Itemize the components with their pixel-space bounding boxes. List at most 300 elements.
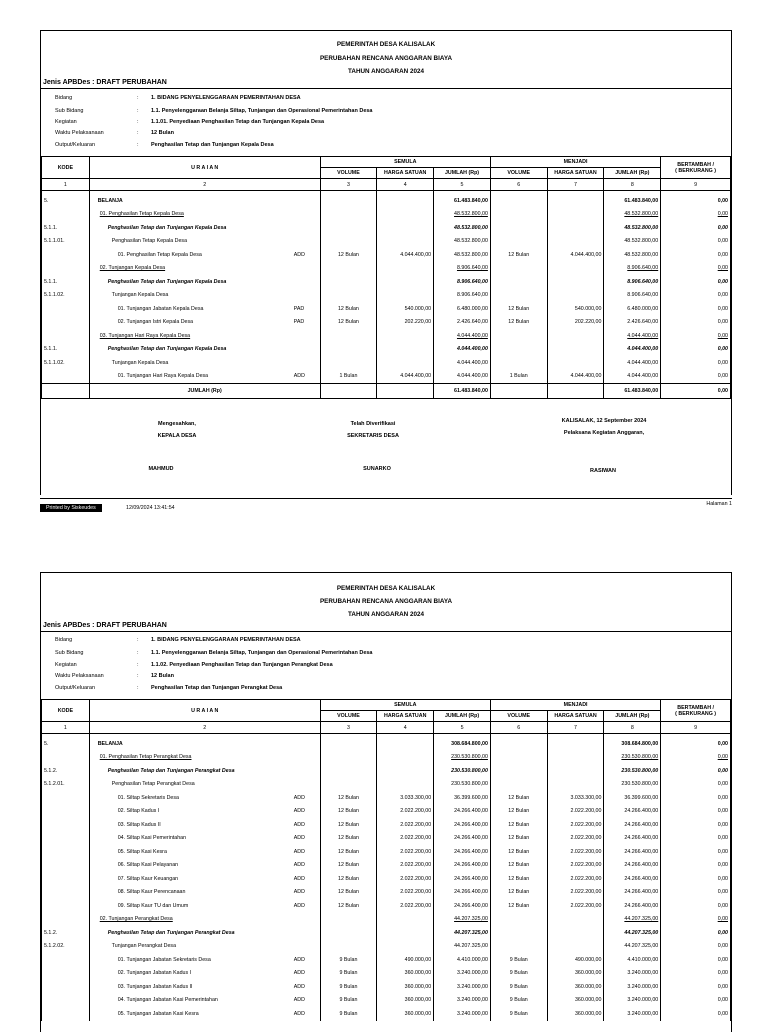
- col-uraian-header: U R A I A N: [89, 157, 320, 179]
- table-row: [42, 221, 731, 235]
- row-volume-menjadi: 12 Bulan: [490, 899, 547, 913]
- table-row: [42, 734, 731, 751]
- row-jumlah-menjadi: 4.044.400,00: [604, 370, 661, 384]
- row-harga-semula: 2.022.200,00: [377, 818, 434, 832]
- table-row: [42, 289, 731, 303]
- row-selisih: 0,00: [661, 356, 731, 370]
- row-uraian-text: 01. Tunjangan Jabatan Sekretaris Desa: [117, 956, 211, 963]
- row-uraian-wrap: [92, 970, 318, 976]
- row-jumlah-semula: 230.530.800,00: [434, 778, 491, 792]
- table-row: [42, 370, 731, 384]
- column-index: 6: [490, 179, 547, 191]
- row-volume-menjadi: 12 Bulan: [490, 872, 547, 886]
- row-harga-menjadi: 202.220,00: [547, 316, 604, 330]
- info-label: Kegiatan: [55, 662, 77, 668]
- col-harga-header: HARGA SATUAN: [547, 168, 604, 179]
- info-colon: :: [137, 662, 139, 668]
- row-jumlah-menjadi: 48.532.800,00: [604, 221, 661, 235]
- row-kode: [42, 913, 90, 927]
- row-jumlah-menjadi: 48.532.800,00: [604, 235, 661, 249]
- row-uraian: [89, 886, 320, 900]
- row-jumlah-semula: 6.480.000,00: [434, 302, 491, 316]
- row-jumlah-semula: 4.044.400,00: [434, 370, 491, 384]
- row-harga-menjadi: 360.000,00: [547, 980, 604, 994]
- row-volume-semula: 12 Bulan: [320, 872, 377, 886]
- row-selisih: 0,00: [661, 953, 731, 967]
- row-volume-menjadi: [490, 734, 547, 751]
- row-selisih: 0,00: [661, 980, 731, 994]
- row-kode: [42, 845, 90, 859]
- row-harga-semula: 2.022.200,00: [377, 899, 434, 913]
- info-label: Sub Bidang: [55, 650, 84, 656]
- row-kode: [42, 302, 90, 316]
- row-uraian-text: Penghasilan Tetap Perangkat Desa: [111, 781, 195, 788]
- row-harga-semula: [377, 913, 434, 927]
- row-volume-menjadi: [490, 940, 547, 954]
- row-harga-menjadi: [547, 734, 604, 751]
- row-jumlah-menjadi: 4.044.400,00: [604, 329, 661, 343]
- row-jumlah-semula: 48.532.800,00: [434, 208, 491, 222]
- info-label: Output/Keluaran: [55, 142, 96, 148]
- report-fiscal-year: TAHUN ANGGARAN 2024: [348, 68, 424, 75]
- row-uraian-text: 08. Siltap Kaur Perencanaan: [117, 889, 186, 896]
- row-jumlah-semula: 4.044.400,00: [434, 329, 491, 343]
- column-index: 3: [320, 179, 377, 191]
- row-uraian: [89, 913, 320, 927]
- total-empty: [377, 384, 434, 399]
- row-kode: 5.1.1.02.: [42, 289, 90, 303]
- row-kode: 5.1.2.02.: [42, 940, 90, 954]
- col-bertambah-label: BERTAMBAH /: [677, 161, 714, 168]
- row-selisih: 0,00: [661, 913, 731, 927]
- report-title: PERUBAHAN RENCANA ANGGARAN BIAYA: [319, 55, 452, 62]
- row-harga-menjadi: [547, 191, 604, 208]
- row-volume-semula: 12 Bulan: [320, 248, 377, 262]
- row-volume-semula: [320, 926, 377, 940]
- row-jumlah-semula: 2.426.640,00: [434, 316, 491, 330]
- row-selisih: 0,00: [661, 764, 731, 778]
- info-colon: :: [137, 130, 139, 136]
- row-uraian: [89, 994, 320, 1008]
- row-uraian-wrap: [92, 957, 318, 963]
- row-uraian: [89, 208, 320, 222]
- row-kode: [42, 329, 90, 343]
- table-row: [42, 275, 731, 289]
- row-uraian-text: 03. Tunjangan Hari Raya Kepala Desa: [99, 332, 191, 339]
- sign-mengesahkan: Mengesahkan,: [158, 421, 196, 427]
- row-volume-semula: [320, 221, 377, 235]
- row-selisih: 0,00: [661, 191, 731, 208]
- col-jumlah-header: JUMLAH (Rp): [604, 168, 661, 179]
- info-colon: :: [137, 108, 139, 114]
- sign-sekretaris: SEKRETARIS DESA: [347, 433, 399, 439]
- row-harga-semula: 360.000,00: [377, 994, 434, 1008]
- row-uraian-wrap: [92, 849, 318, 855]
- report-page-2: [40, 572, 732, 1032]
- column-index: 5: [434, 722, 491, 734]
- row-uraian-text: 01. Penghasilan Tetap Perangkat Desa: [99, 754, 192, 761]
- row-uraian-wrap: [92, 319, 318, 325]
- col-volume-header: VOLUME: [490, 711, 547, 722]
- row-jumlah-menjadi: 230.530.800,00: [604, 778, 661, 792]
- apbdes-type: Jenis APBDes : DRAFT PERUBAHAN: [43, 622, 167, 629]
- row-sumber-dana: ADD: [293, 983, 305, 990]
- row-harga-semula: 4.044.400,00: [377, 370, 434, 384]
- row-volume-menjadi: [490, 289, 547, 303]
- row-volume-menjadi: 12 Bulan: [490, 845, 547, 859]
- col-volume-header: VOLUME: [320, 168, 377, 179]
- row-selisih: 0,00: [661, 316, 731, 330]
- row-jumlah-menjadi: 24.266.400,00: [604, 859, 661, 873]
- row-harga-semula: 360.000,00: [377, 980, 434, 994]
- row-uraian-wrap: [92, 211, 318, 217]
- total-kode-cell: [42, 384, 90, 399]
- row-kode: [42, 980, 90, 994]
- divider: [41, 631, 731, 632]
- sign-place-date: KALISALAK, 12 September 2024: [561, 418, 647, 424]
- row-volume-menjadi: [490, 262, 547, 276]
- row-jumlah-semula: 24.266.400,00: [434, 845, 491, 859]
- row-harga-semula: [377, 343, 434, 357]
- row-uraian-wrap: [92, 862, 318, 868]
- row-sumber-dana: ADD: [293, 835, 305, 842]
- row-kode: [42, 953, 90, 967]
- row-harga-menjadi: 2.022.200,00: [547, 805, 604, 819]
- info-label: Kegiatan: [55, 119, 77, 125]
- row-volume-semula: [320, 343, 377, 357]
- table-row: [42, 859, 731, 873]
- row-uraian-text: 05. Tunjangan Jabatan Kasi Kesra: [117, 1010, 199, 1017]
- row-uraian: [89, 221, 320, 235]
- row-uraian: [89, 262, 320, 276]
- row-volume-semula: 12 Bulan: [320, 818, 377, 832]
- row-jumlah-menjadi: 44.207.325,00: [604, 913, 661, 927]
- report-title-government: PEMERINTAH DESA KALISALAK: [336, 585, 436, 592]
- row-jumlah-menjadi: 230.530.800,00: [604, 764, 661, 778]
- row-harga-semula: 3.033.300,00: [377, 791, 434, 805]
- row-jumlah-menjadi: 3.240.000,00: [604, 994, 661, 1008]
- info-value: 1.1. Penyelenggaraan Belanja Siltap, Tunjangan dan Operasional Pemerintahan Desa: [151, 108, 373, 114]
- row-uraian-text: Penghasilan Tetap dan Tunjangan Kepala Desa: [107, 278, 227, 285]
- info-value: 1.1.01. Penyediaan Penghasilan Tetap dan Tunjangan Kepala Desa: [151, 119, 325, 125]
- row-uraian-wrap: [92, 997, 318, 1003]
- row-uraian: [89, 818, 320, 832]
- row-uraian: [89, 1007, 320, 1021]
- info-value: Penghasilan Tetap dan Tunjangan Perangkat Desa: [151, 685, 283, 691]
- row-volume-semula: 12 Bulan: [320, 791, 377, 805]
- row-volume-menjadi: 1 Bulan: [490, 370, 547, 384]
- row-uraian-wrap: [92, 984, 318, 990]
- row-jumlah-menjadi: 24.266.400,00: [604, 818, 661, 832]
- table-row: [42, 886, 731, 900]
- row-volume-menjadi: 12 Bulan: [490, 791, 547, 805]
- table-row: [42, 764, 731, 778]
- row-jumlah-semula: 24.266.400,00: [434, 872, 491, 886]
- row-harga-semula: [377, 764, 434, 778]
- row-volume-semula: 12 Bulan: [320, 859, 377, 873]
- col-jumlah-header: JUMLAH (Rp): [604, 711, 661, 722]
- row-uraian-text: 07. Siltap Kaur Keuangan: [117, 875, 179, 882]
- print-timestamp: 12/09/2024 13:41:54: [126, 505, 175, 511]
- row-volume-menjadi: 12 Bulan: [490, 818, 547, 832]
- sign-verifikasi: Telah Diverifikasi: [350, 421, 396, 427]
- row-harga-semula: [377, 926, 434, 940]
- row-uraian-wrap: [92, 943, 318, 949]
- signer-kepala-desa: MAHMUD: [148, 466, 174, 472]
- row-jumlah-menjadi: 24.266.400,00: [604, 899, 661, 913]
- table-row: [42, 845, 731, 859]
- row-volume-semula: [320, 734, 377, 751]
- row-kode: [42, 208, 90, 222]
- row-volume-semula: 9 Bulan: [320, 980, 377, 994]
- row-jumlah-semula: 24.266.400,00: [434, 832, 491, 846]
- column-index: 3: [320, 722, 377, 734]
- row-selisih: 0,00: [661, 778, 731, 792]
- row-jumlah-semula: 3.240.000,00: [434, 994, 491, 1008]
- row-harga-menjadi: [547, 764, 604, 778]
- row-jumlah-semula: 24.266.400,00: [434, 818, 491, 832]
- report-page-1: [40, 30, 732, 495]
- row-uraian-text: Tunjangan Kepala Desa: [111, 292, 169, 299]
- info-label: Waktu Pelaksanaan: [55, 673, 104, 679]
- row-selisih: 0,00: [661, 845, 731, 859]
- col-menjadi-header: MENJADI: [490, 700, 660, 711]
- column-index: 7: [547, 179, 604, 191]
- row-volume-menjadi: [490, 751, 547, 765]
- row-kode: 5.1.1.02.: [42, 356, 90, 370]
- row-kode: [42, 832, 90, 846]
- row-sumber-dana: ADD: [293, 956, 305, 963]
- row-volume-menjadi: [490, 913, 547, 927]
- row-harga-semula: [377, 191, 434, 208]
- row-selisih: 0,00: [661, 343, 731, 357]
- row-jumlah-menjadi: 4.044.400,00: [604, 343, 661, 357]
- row-volume-semula: [320, 913, 377, 927]
- row-sumber-dana: ADD: [293, 251, 305, 258]
- row-harga-semula: 2.022.200,00: [377, 872, 434, 886]
- row-kode: 5.1.1.: [42, 275, 90, 289]
- row-volume-menjadi: [490, 356, 547, 370]
- row-uraian: [89, 845, 320, 859]
- row-jumlah-menjadi: 2.426.640,00: [604, 316, 661, 330]
- row-harga-menjadi: 2.022.200,00: [547, 818, 604, 832]
- row-uraian: [89, 967, 320, 981]
- row-jumlah-semula: 24.266.400,00: [434, 886, 491, 900]
- row-harga-semula: [377, 356, 434, 370]
- row-harga-semula: [377, 221, 434, 235]
- row-jumlah-semula: 308.684.800,00: [434, 734, 491, 751]
- info-colon: :: [137, 142, 139, 148]
- row-selisih: 0,00: [661, 208, 731, 222]
- row-kode: 5.: [42, 734, 90, 751]
- table-row: [42, 791, 731, 805]
- row-uraian: [89, 235, 320, 249]
- row-kode: [42, 262, 90, 276]
- row-volume-menjadi: [490, 343, 547, 357]
- row-selisih: 0,00: [661, 886, 731, 900]
- row-harga-menjadi: 2.022.200,00: [547, 832, 604, 846]
- row-kode: 5.1.1.01.: [42, 235, 90, 249]
- row-uraian: [89, 832, 320, 846]
- row-kode: 5.1.2.01.: [42, 778, 90, 792]
- row-jumlah-menjadi: 36.399.600,00: [604, 791, 661, 805]
- info-label: Sub Bidang: [55, 108, 84, 114]
- row-volume-menjadi: [490, 221, 547, 235]
- row-uraian-text: 06. Siltap Kasi Pelayanan: [117, 862, 179, 869]
- column-index-row: [42, 722, 731, 734]
- column-index: 9: [661, 722, 731, 734]
- info-label: Bidang: [55, 637, 73, 643]
- column-index: 5: [434, 179, 491, 191]
- table-row: [42, 913, 731, 927]
- row-jumlah-semula: 230.530.800,00: [434, 751, 491, 765]
- col-menjadi-header: MENJADI: [490, 157, 660, 168]
- total-jumlah-semula: 61.483.840,00: [434, 384, 491, 399]
- row-jumlah-menjadi: 8.906.640,00: [604, 275, 661, 289]
- row-volume-menjadi: [490, 208, 547, 222]
- row-uraian: [89, 926, 320, 940]
- row-selisih: 0,00: [661, 805, 731, 819]
- row-jumlah-semula: 48.532.800,00: [434, 235, 491, 249]
- signer-sekretaris: SUNARKO: [363, 466, 391, 472]
- row-jumlah-semula: 36.399.600,00: [434, 791, 491, 805]
- col-kode-header: KODE: [42, 700, 90, 722]
- row-uraian-wrap: [92, 768, 318, 774]
- row-harga-menjadi: 360.000,00: [547, 994, 604, 1008]
- row-volume-menjadi: 9 Bulan: [490, 980, 547, 994]
- row-jumlah-menjadi: 6.480.000,00: [604, 302, 661, 316]
- row-uraian: [89, 751, 320, 765]
- printed-by-badge: Printed by Siskeudes: [40, 504, 102, 512]
- row-volume-menjadi: [490, 275, 547, 289]
- row-uraian: [89, 872, 320, 886]
- signer-pelaksana: RASIWAN: [590, 468, 616, 474]
- col-berkurang-label: ( BERKURANG ): [675, 710, 717, 717]
- row-sumber-dana: PAD: [293, 319, 305, 326]
- info-value: 1. BIDANG PENYELENGGARAAN PEMERINTAHAN DESA: [151, 637, 301, 643]
- row-uraian-wrap: [92, 306, 318, 312]
- row-jumlah-menjadi: 4.410.000,00: [604, 953, 661, 967]
- row-jumlah-semula: 3.240.000,00: [434, 1007, 491, 1021]
- row-volume-menjadi: [490, 329, 547, 343]
- row-selisih: 0,00: [661, 235, 731, 249]
- info-colon: :: [137, 650, 139, 656]
- info-label: Bidang: [55, 95, 73, 101]
- row-jumlah-semula: 44.207.325,00: [434, 926, 491, 940]
- table-row: [42, 248, 731, 262]
- total-label: JUMLAH (Rp): [89, 384, 320, 399]
- row-uraian-wrap: [92, 360, 318, 366]
- row-uraian-wrap: [92, 252, 318, 258]
- total-selisih: 0,00: [661, 384, 731, 399]
- column-index: 2: [89, 722, 320, 734]
- row-harga-semula: [377, 275, 434, 289]
- row-kode: 5.: [42, 191, 90, 208]
- row-jumlah-menjadi: 24.266.400,00: [604, 805, 661, 819]
- column-index: 4: [377, 179, 434, 191]
- row-volume-semula: [320, 329, 377, 343]
- row-sumber-dana: ADD: [293, 902, 305, 909]
- col-jumlah-header: JUMLAH (Rp): [434, 711, 491, 722]
- row-harga-menjadi: 360.000,00: [547, 1007, 604, 1021]
- row-uraian-text: 05. Siltap Kasi Kesra: [117, 848, 167, 855]
- row-selisih: 0,00: [661, 275, 731, 289]
- row-harga-semula: 360.000,00: [377, 967, 434, 981]
- row-volume-menjadi: 12 Bulan: [490, 248, 547, 262]
- row-uraian: [89, 275, 320, 289]
- row-volume-semula: 12 Bulan: [320, 832, 377, 846]
- row-selisih: 0,00: [661, 262, 731, 276]
- col-volume-header: VOLUME: [490, 168, 547, 179]
- row-volume-semula: 9 Bulan: [320, 994, 377, 1008]
- row-uraian: [89, 859, 320, 873]
- row-uraian: [89, 248, 320, 262]
- row-jumlah-menjadi: 3.240.000,00: [604, 1007, 661, 1021]
- info-value: Penghasilan Tetap dan Tunjangan Kepala Desa: [151, 142, 274, 148]
- row-uraian-wrap: [92, 1011, 318, 1017]
- row-uraian: [89, 302, 320, 316]
- table-row: [42, 805, 731, 819]
- info-colon: :: [137, 637, 139, 643]
- col-selisih-header: [661, 157, 731, 179]
- row-uraian-text: 01. Siltap Sekretaris Desa: [117, 794, 179, 801]
- row-volume-menjadi: 12 Bulan: [490, 302, 547, 316]
- row-volume-menjadi: 9 Bulan: [490, 953, 547, 967]
- row-harga-menjadi: [547, 356, 604, 370]
- row-jumlah-menjadi: 3.240.000,00: [604, 967, 661, 981]
- row-uraian-wrap: [92, 808, 318, 814]
- row-harga-menjadi: 490.000,00: [547, 953, 604, 967]
- row-sumber-dana: ADD: [293, 373, 305, 380]
- row-harga-menjadi: 2.022.200,00: [547, 899, 604, 913]
- row-uraian-text: 02. Tunjangan Jabatan Kadus I: [117, 970, 192, 977]
- column-index: 4: [377, 722, 434, 734]
- row-harga-semula: [377, 289, 434, 303]
- total-empty: [320, 384, 377, 399]
- row-harga-semula: [377, 751, 434, 765]
- row-harga-menjadi: [547, 262, 604, 276]
- row-volume-semula: 12 Bulan: [320, 302, 377, 316]
- row-selisih: 0,00: [661, 967, 731, 981]
- table-row: [42, 980, 731, 994]
- table-row: [42, 316, 731, 330]
- col-uraian-header: U R A I A N: [89, 700, 320, 722]
- row-uraian-wrap: [92, 333, 318, 339]
- row-volume-menjadi: 12 Bulan: [490, 316, 547, 330]
- row-uraian: [89, 343, 320, 357]
- table-row: [42, 356, 731, 370]
- row-volume-semula: [320, 275, 377, 289]
- row-harga-semula: 202.220,00: [377, 316, 434, 330]
- row-sumber-dana: ADD: [293, 1010, 305, 1017]
- row-selisih: 0,00: [661, 289, 731, 303]
- row-uraian-text: 04. Siltap Kasi Pemerintahan: [117, 835, 187, 842]
- row-kode: [42, 994, 90, 1008]
- row-uraian-wrap: [92, 198, 318, 204]
- row-sumber-dana: ADD: [293, 997, 305, 1004]
- row-volume-semula: 12 Bulan: [320, 316, 377, 330]
- table-row: [42, 329, 731, 343]
- col-jumlah-header: JUMLAH (Rp): [434, 168, 491, 179]
- table-row: [42, 343, 731, 357]
- row-uraian: [89, 764, 320, 778]
- row-jumlah-menjadi: 48.532.800,00: [604, 208, 661, 222]
- row-uraian-wrap: [92, 889, 318, 895]
- row-uraian-text: 01. Penghasilan Tetap Kepala Desa: [117, 251, 202, 258]
- info-colon: :: [137, 685, 139, 691]
- table-row: [42, 967, 731, 981]
- row-harga-menjadi: [547, 343, 604, 357]
